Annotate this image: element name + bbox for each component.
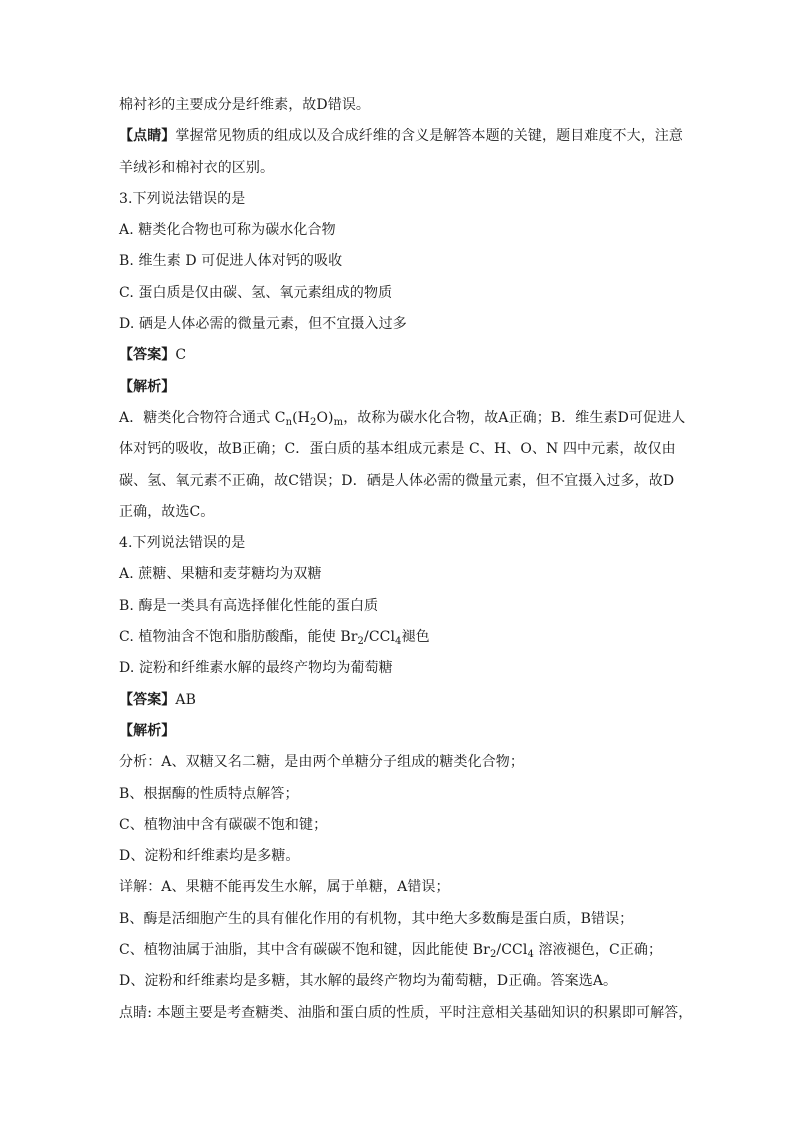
tip-line <box>119 127 684 145</box>
line-text: 点睛: 本题主要是考查糖类、油脂和蛋白质的性质，平时注意相关基础知识的积累即可解答， <box>119 1004 693 1021</box>
line-text: A. 蔗糖、果糖和麦芽糖均为双糖 <box>119 566 322 583</box>
option-d <box>119 659 679 677</box>
line-text: 3.下列说法错误的是 <box>119 190 246 207</box>
detail-line <box>119 941 679 959</box>
detail-line <box>119 972 679 990</box>
line-text: 体对钙的吸收，故B正确；C．蛋白质的基本组成元素是 C、H、O、N 四中元素，故仅由 <box>119 441 676 458</box>
subscript: 2 <box>357 636 365 648</box>
analysis-line <box>119 503 679 521</box>
option-d <box>119 315 679 333</box>
text-part: C. 植物油含不饱和脂肪酸酯，能使 Br <box>119 629 358 646</box>
question-title <box>119 190 679 208</box>
subscript: 2 <box>310 416 317 428</box>
text-part: O) <box>316 409 334 426</box>
line-text: 正确，故选C。 <box>119 503 215 520</box>
line-text: D、淀粉和纤维素均是多糖，其水解的最终产物均为葡萄糖，D正确。答案选A。 <box>119 973 618 990</box>
option-b <box>119 252 679 270</box>
option-a <box>119 565 679 583</box>
line-text: D. 硒是人体必需的微量元素，但不宜摄入过多 <box>119 316 407 333</box>
document-body <box>119 96 693 1035</box>
tip-line <box>119 1004 693 1022</box>
answer-label: 【答案】 <box>119 347 176 364</box>
line-text: D. 淀粉和纤维素水解的最终产物均为葡萄糖 <box>119 660 393 677</box>
subscript: 2 <box>489 949 497 961</box>
question-title <box>119 534 679 552</box>
analysis-label: 【解析】 <box>119 722 176 739</box>
line-text: B. 维生素 D 可促进人体对钙的吸收 <box>119 253 343 270</box>
text-part: 褪色 <box>401 629 430 646</box>
answer-label: 【答案】 <box>119 691 176 708</box>
text-part: C、植物油属于油脂，其中含有碳碳不饱和键，因此能使 Br <box>119 942 490 959</box>
text-part: A．糖类化合物符合通式 C <box>119 409 286 426</box>
text-part: /CCl <box>364 629 396 646</box>
analysis-line <box>119 440 679 458</box>
analysis-line <box>119 753 679 771</box>
subscript: n <box>285 416 293 428</box>
line-text: C、植物油中含有碳碳不饱和键； <box>119 816 328 833</box>
line-text: C. 蛋白质是仅由碳、氢、氧元素组成的物质 <box>119 284 393 301</box>
answer-line <box>119 346 679 364</box>
text-part: 溶液褪色，C正确； <box>533 942 663 959</box>
line-text: D、淀粉和纤维素均是多糖。 <box>119 848 300 865</box>
analysis-line <box>119 409 686 428</box>
option-b <box>119 597 679 615</box>
answer-line <box>119 691 679 709</box>
line-text: 棉衬衫的主要成分是纤维素，故D错误。 <box>119 97 371 113</box>
line-text: B、酶是活细胞产生的具有催化作用的有机物，其中绝大多数酶是蛋白质，B错误； <box>119 910 634 927</box>
line-text: 4.下列说法错误的是 <box>119 535 246 552</box>
text-line <box>119 159 679 177</box>
line-text: 碳、氢、氧元素不正确，故C错误；D．硒是人体必需的微量元素，但不宜摄入过多，故D <box>119 472 675 489</box>
line-text: 羊绒衫和棉衬衣的区别。 <box>119 159 275 176</box>
line-text: B. 酶是一类具有高选择催化性能的蛋白质 <box>119 597 379 614</box>
option-c <box>119 628 679 646</box>
analysis-line <box>119 785 679 803</box>
text-line <box>119 96 679 114</box>
detail-line <box>119 910 679 928</box>
answer-value: C <box>175 347 187 364</box>
analysis-heading <box>119 378 679 396</box>
answer-value: AB <box>175 691 197 708</box>
analysis-line <box>119 816 679 834</box>
analysis-line <box>119 847 679 865</box>
line-text: B、根据酶的性质特点解答； <box>119 785 299 802</box>
line-text: 掌握常见物质的组成以及合成纤维的含义是解答本题的关键，题目难度不大，注意 <box>175 128 684 145</box>
text-part: /CCl <box>496 942 528 959</box>
subscript: 4 <box>527 949 534 961</box>
subscript: m <box>333 416 344 428</box>
tip-label: 【点睛】 <box>119 128 176 145</box>
analysis-label: 【解析】 <box>119 378 176 395</box>
subscript: 4 <box>395 636 402 648</box>
option-a <box>119 221 679 239</box>
text-part: ，故称为碳水化合物，故A正确；B．维生素D可促进人 <box>343 409 686 426</box>
line-text: 分析：A、双糖又名二糖，是由两个单糖分子组成的糖类化合物； <box>119 754 525 771</box>
line-text: A. 糖类化合物也可称为碳水化合物 <box>119 222 336 239</box>
detail-line <box>119 878 679 896</box>
analysis-heading <box>119 722 679 740</box>
text-part: (H <box>292 409 310 426</box>
option-c <box>119 284 679 302</box>
line-text: 详解：A、果糖不能再发生水解，属于单糖，A错误； <box>119 879 450 896</box>
analysis-line <box>119 472 679 490</box>
